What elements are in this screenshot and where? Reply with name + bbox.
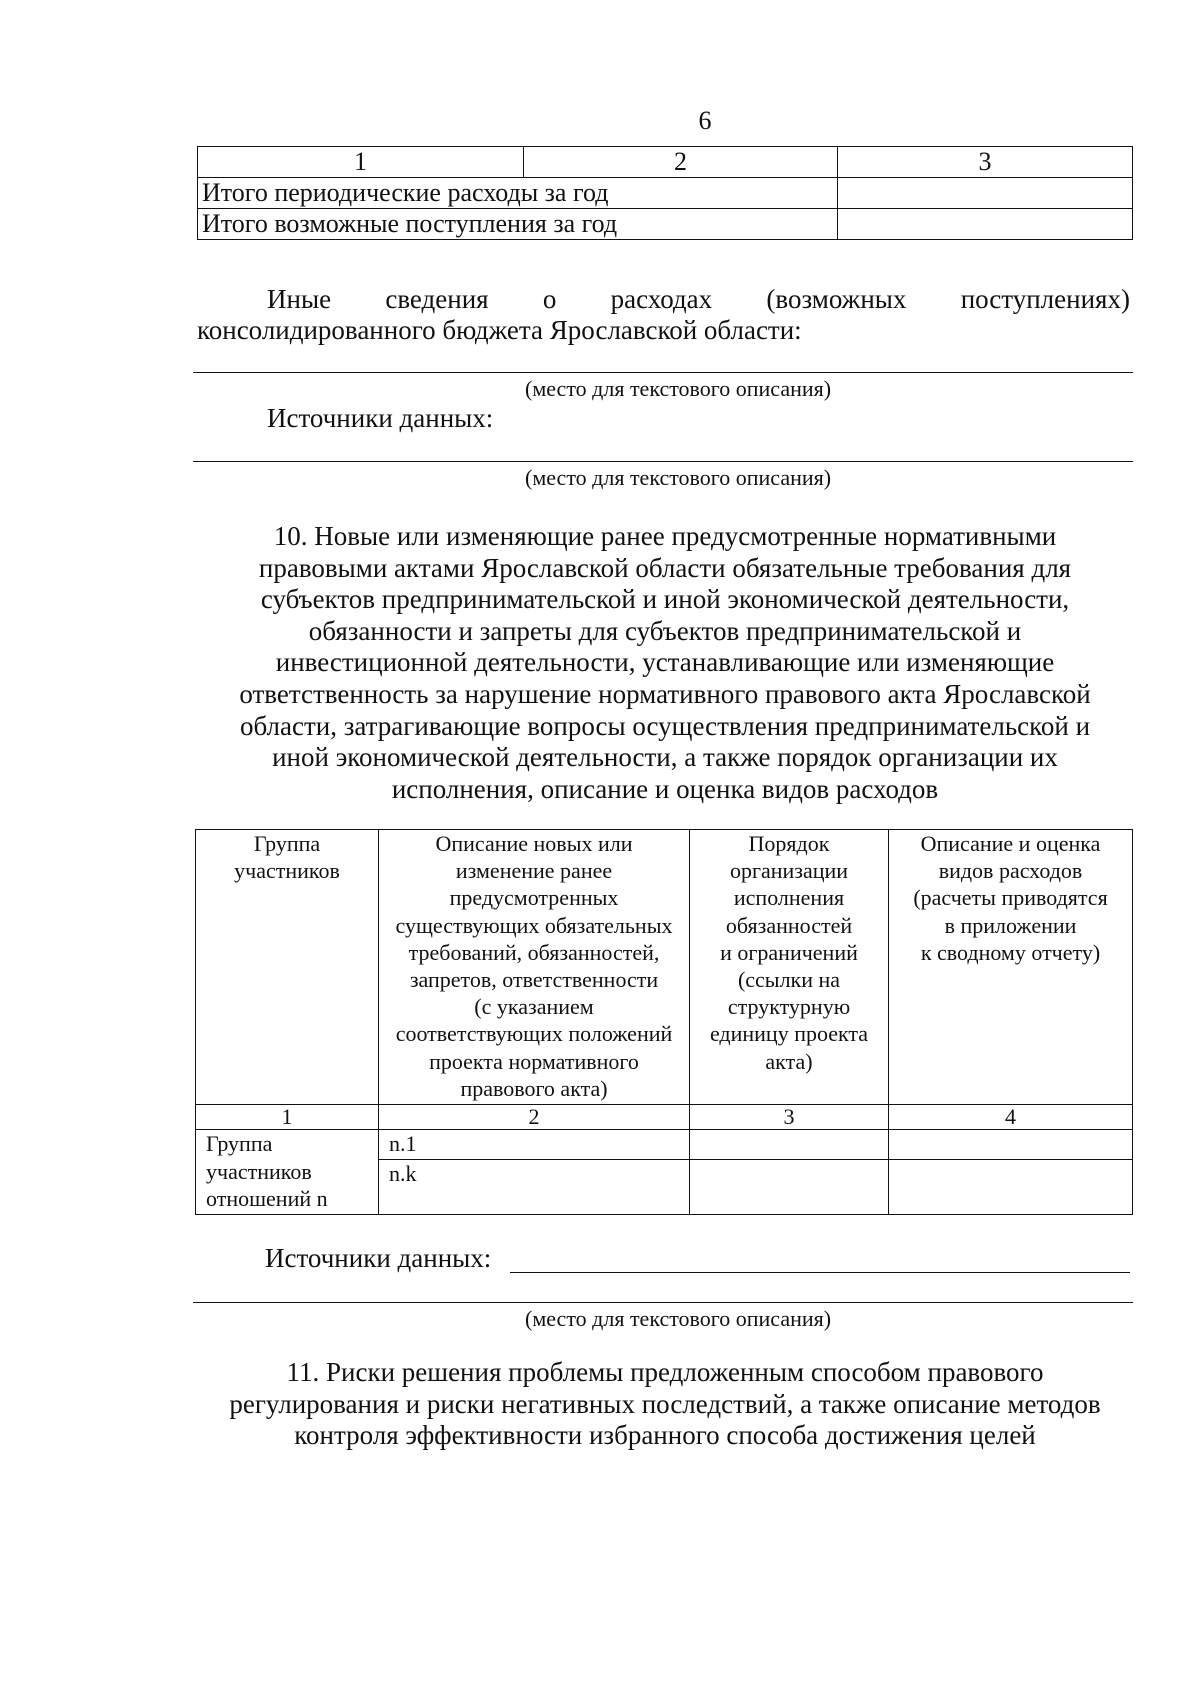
table-row xyxy=(196,1130,1133,1160)
heading-line: инвестиционной деятельности, устанавливающие или изменяющие xyxy=(275,647,1055,678)
heading-line: иной экономической деятельности, а также порядок организации их xyxy=(272,742,1058,773)
col-header-costs: Описание и оценка видов расходов (расчеты приводятся в приложении к сводному отчету) xyxy=(889,830,1133,1105)
word: Иные xyxy=(267,284,332,314)
column-number: 2 xyxy=(379,1105,690,1130)
table-row xyxy=(198,209,1133,240)
row-id: n.1 xyxy=(379,1130,690,1160)
column-number: 1 xyxy=(196,1105,379,1130)
table-header-row xyxy=(198,147,1133,178)
other-info-line-2: консолидированного бюджета Ярославской области: xyxy=(197,315,802,345)
row-value xyxy=(838,178,1133,209)
sources-label: Источники данных: xyxy=(265,1243,492,1273)
row-label: Итого возможные поступления за год xyxy=(198,209,838,240)
section-10-heading xyxy=(160,521,1170,805)
requirements-table xyxy=(195,829,1133,1215)
group-label: Группа участников отношений n xyxy=(196,1130,379,1215)
heading-line: контроля эффективности избранного способа достижения целей xyxy=(294,1420,1036,1451)
table-header-cell: 3 xyxy=(838,147,1133,178)
column-number: 3 xyxy=(690,1105,889,1130)
col-header-procedure: Порядок организации исполнения обязанностей и ограничений (ссылки на структурную единицу проекта акта) xyxy=(690,830,889,1105)
cell xyxy=(690,1130,889,1160)
heading-line: регулирования и риски негативных последствий, а также описание методов xyxy=(229,1388,1101,1419)
column-number: 4 xyxy=(889,1105,1133,1130)
table-header-row xyxy=(196,830,1133,1105)
cell xyxy=(889,1160,1133,1215)
table-header-cell: 1 xyxy=(198,147,524,178)
column-number-row xyxy=(196,1105,1133,1130)
heading-line: исполнения, описание и оценка видов расходов xyxy=(391,773,939,804)
row-value xyxy=(838,209,1133,240)
fill-line xyxy=(193,1302,1133,1303)
heading-line: ответственность за нарушение нормативного правового акта Ярославской xyxy=(239,678,1091,709)
placeholder-caption: (место для текстового описания) xyxy=(525,376,832,401)
page-number: 6 xyxy=(698,106,712,135)
cell xyxy=(690,1160,889,1215)
sources-label: Источники данных: xyxy=(267,403,494,433)
section-11-heading xyxy=(160,1357,1170,1452)
row-id: n.k xyxy=(379,1160,690,1215)
heading-line: 11. Риски решения проблемы предложенным способом правового xyxy=(286,1357,1044,1387)
word: (возможных xyxy=(766,284,907,314)
placeholder-caption: (место для текстового описания) xyxy=(525,1306,832,1331)
heading-line: обязанности и запреты для субъектов предпринимательской и xyxy=(308,615,1022,646)
word: о xyxy=(542,284,557,314)
row-label: Итого периодические расходы за год xyxy=(198,178,838,209)
cell xyxy=(889,1130,1133,1160)
annual-totals-table xyxy=(197,146,1133,240)
placeholder-caption: (место для текстового описания) xyxy=(525,465,832,490)
word: поступлениях) xyxy=(960,284,1130,314)
fill-line xyxy=(193,461,1133,462)
fill-line xyxy=(510,1272,1130,1273)
heading-line: 10. Новые или изменяющие ранее предусмотренные нормативными xyxy=(273,521,1057,551)
heading-line: правовыми актами Ярославской области обязательные требования для xyxy=(258,552,1072,583)
word: сведения xyxy=(385,284,489,314)
other-info-line-1 xyxy=(267,283,1130,315)
heading-line: области, затрагивающие вопросы осуществления предпринимательской и xyxy=(239,710,1091,741)
word: расходах xyxy=(610,284,713,314)
fill-line xyxy=(193,372,1133,373)
table-row xyxy=(198,178,1133,209)
col-header-group: Группа участников xyxy=(196,830,379,1105)
table-header-cell: 2 xyxy=(524,147,838,178)
col-header-description: Описание новых или изменение ранее предусмотренных существующих обязательных требований, обязанностей, запретов, ответственности (с указанием соответствующих положений проекта нормативного правового акта) xyxy=(379,830,690,1105)
heading-line: субъектов предпринимательской и иной экономической деятельности, xyxy=(260,584,1070,615)
